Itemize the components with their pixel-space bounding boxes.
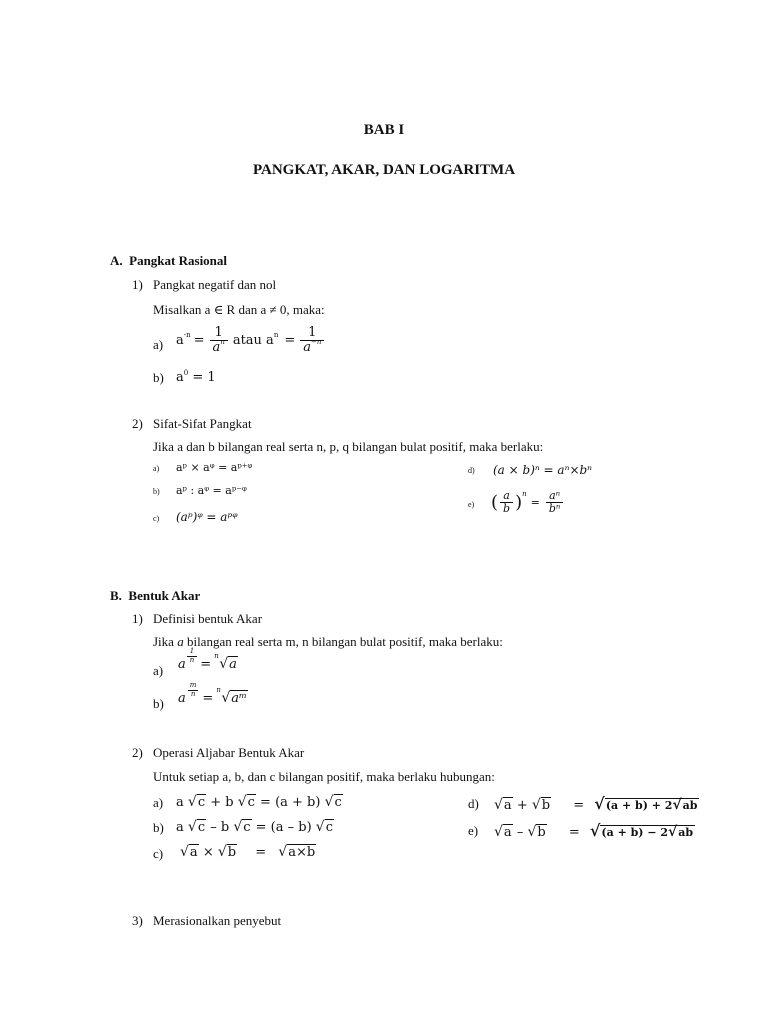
chapter-title: PANGKAT, AKAR, DAN LOGARITMA <box>252 162 516 178</box>
a2-e-label: e) <box>468 500 475 509</box>
a2-a-formula: aᵖ × aᵠ = aᵖ⁺ᵠ <box>176 461 253 474</box>
a2-d-formula: (a × b)ⁿ = aⁿ×bⁿ <box>493 463 593 477</box>
b2-e-label: e) <box>468 823 479 838</box>
b1-title: Definisi bentuk Akar <box>153 611 263 626</box>
a2-label: 2) <box>132 416 143 431</box>
b2-e-formula: √a – √b = √(a + b) − 2√ab <box>494 821 694 840</box>
b2-a-formula: a √c + b √c = (a + b) √c <box>176 794 342 810</box>
b3-label: 3) <box>132 913 143 928</box>
b2-c-label: c) <box>153 846 164 861</box>
a1-a-label: a) <box>153 337 164 352</box>
a1-a-mid: atau $a^n$ <box>232 331 279 348</box>
a1-a-eq2: = <box>284 332 296 348</box>
a1-a-fraction: $\frac{1}{a^n}$ <box>210 326 228 354</box>
a2-b-formula: aᵖ : aᵠ = aᵖ⁻ᵠ <box>176 484 247 497</box>
b1-a-label: a) <box>153 663 164 678</box>
a2-c-formula: (aᵖ)ᵠ = aᵖᵠ <box>176 510 238 524</box>
a1-b-formula: $a^0 = 1$ <box>176 368 216 385</box>
b2-intro: Untuk setiap a, b, dan c bilangan positif, maka berlaku hubungan: <box>153 769 495 784</box>
a1-b-label: b) <box>153 370 164 385</box>
section-b-heading: B. Bentuk Akar <box>110 588 201 603</box>
b1-label: 1) <box>132 611 143 626</box>
b2-a-label: a) <box>153 795 164 810</box>
b2-d-label: d) <box>468 796 479 811</box>
a2-c-label: c) <box>153 514 160 523</box>
b2-d-formula: √a + √b = √(a + b) + 2√ab <box>494 794 698 813</box>
a2-a-label: a) <box>153 464 160 473</box>
a1-intro: Misalkan a ∈ R dan a ≠ 0, maka: <box>153 302 325 317</box>
b2-title: Operasi Aljabar Bentuk Akar <box>153 745 305 760</box>
a1-label: 1) <box>132 277 143 292</box>
chapter-heading: BAB I <box>363 122 405 138</box>
a1-a-lhs: $a^{-n}$ <box>176 331 191 348</box>
b2-b-label: b) <box>153 820 164 835</box>
b1-b-label: b) <box>153 696 164 711</box>
a2-e-formula: ( $\frac{a}{b}$ ) $^n$ = $\frac{\text{aⁿ}}{\text{bⁿ}}$ <box>491 490 565 514</box>
a1-a-fraction2: $\frac{1}{a^{-n}}$ <box>300 326 324 354</box>
a2-title: Sifat-Sifat Pangkat <box>153 416 252 431</box>
a1-a-formula <box>176 326 326 354</box>
section-a-heading: A. Pangkat Rasional <box>110 253 228 268</box>
a2-b-label: b) <box>153 487 160 496</box>
b1-a-formula: a $\frac{1}{n}$ = n √a <box>178 647 237 672</box>
a2-d-label: d) <box>468 466 475 475</box>
b1-intro: Jika a bilangan real serta m, n bilangan bulat positif, maka berlaku: <box>153 634 503 649</box>
a1-a-eq: = <box>193 332 205 348</box>
b2-b-formula: a √c – b √c = (a – b) √c <box>176 819 333 835</box>
b2-label: 2) <box>132 745 143 760</box>
a2-intro: Jika a dan b bilangan real serta n, p, q bilangan bulat positif, maka berlaku: <box>153 439 544 454</box>
a1-title: Pangkat negatif dan nol <box>153 277 277 292</box>
b2-c-formula: √a × √b = √a×b <box>180 844 316 860</box>
b1-b-formula: a $\frac{m}{n}$ = n √aᵐ <box>178 681 247 706</box>
b3-title: Merasionalkan penyebut <box>153 913 282 928</box>
